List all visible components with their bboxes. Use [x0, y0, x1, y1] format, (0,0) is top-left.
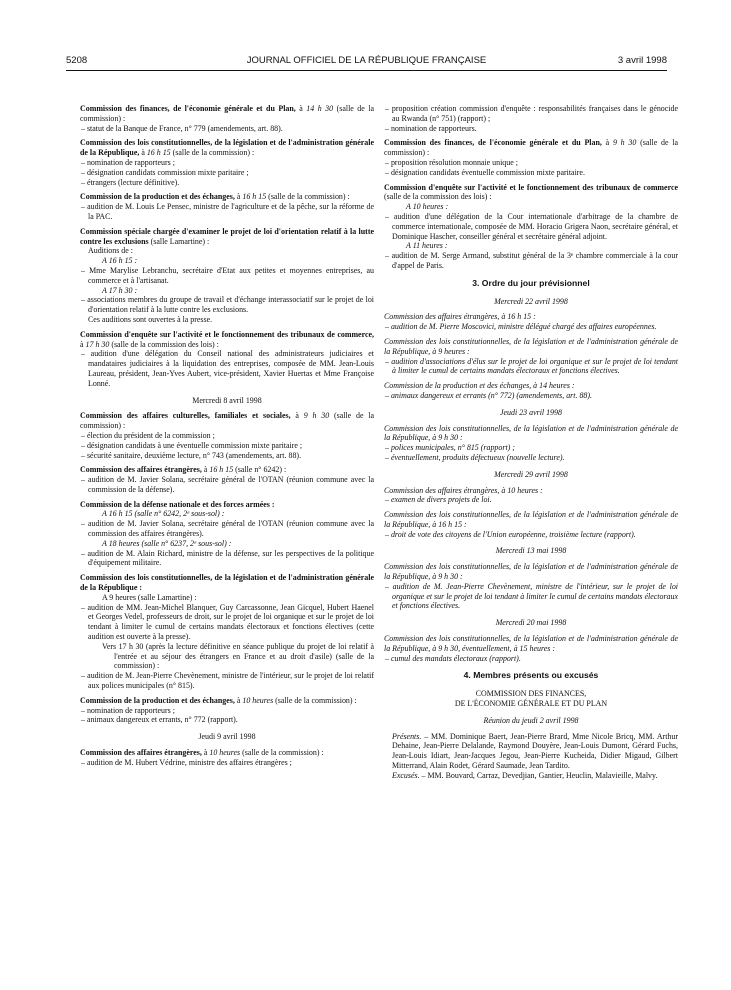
agenda-item: – associations membres du groupe de travail et d'échange interassociatif sur le projet de loi d'orientation relatif à la lutte contre les exclusions. — [80, 295, 374, 315]
committee-title: Commission d'enquête sur l'activité et le fonctionnement des tribunaux de commerce, — [80, 329, 374, 339]
meeting-time: A 9 heures (salle Lamartine) : — [102, 592, 197, 602]
meeting-time: A 18 heures (salle n° 6237, 2ᵉ sous-sol) : — [102, 538, 232, 548]
agenda-item: – audition de M. Hubert Védrine, ministre des affaires étrangères ; — [80, 758, 374, 768]
agenda-item: – droit de vote des citoyens de l'Union européenne, troisième lecture (rapport). — [384, 530, 678, 540]
meeting-room: (salle de la commission des lois) : — [384, 192, 492, 202]
agenda-item: – audition de M. Jean-Pierre Chevènement, ministre de l'intérieur, sur le projet de loi organique et sur le projet de loi tendant à limiter le cumul de certains mandats électoraux et fonctions électives. — [384, 582, 678, 611]
agenda-item: – audition de M. Alain Richard, ministre de la défense, sur les perspectives de la politique d'équipement militaire. — [80, 549, 374, 569]
committee-title: Commission de la défense nationale et des forces armées : — [80, 499, 275, 509]
meeting-room: (salle de la commission) : — [384, 138, 679, 158]
day-heading: Mercredi 29 avril 1998 — [494, 469, 568, 479]
meeting-time: 10 heures — [209, 748, 241, 758]
committee-title: Commission des affaires étrangères, — [80, 465, 202, 475]
meeting-time: A 11 heures : — [406, 241, 448, 251]
commission-name: COMMISSION DES FINANCES, — [475, 689, 587, 699]
page-number: 5208 — [66, 55, 88, 66]
meeting-time: 16 h 15 — [242, 192, 267, 202]
agenda-entry — [384, 183, 678, 271]
excuses-label: Excusés. — [392, 770, 420, 780]
committee-title: Commission des finances, de l'économie générale et du Plan, — [384, 138, 602, 148]
meeting-room: (salle de la commission des lois) : — [109, 339, 219, 349]
agenda-item: – examen de divers projets de loi. — [384, 495, 678, 505]
agenda-entry — [80, 500, 374, 569]
agenda-entry: Commission de la production et des échanges, à 16 h 15 (salle de la commission) : – audition de M. Louis Le Pensec, ministre de l'agriculture et de la pêche, sur la réforme de la PAC. — [80, 192, 374, 221]
agenda-entry — [384, 424, 678, 463]
meeting-room: (salle Lamartine) : — [148, 236, 210, 246]
present-members — [384, 732, 678, 771]
agenda-entry: Commission des affaires étrangères, à 10 heures (salle de la commission) : – audition de M. Hubert Védrine, ministre des affaires étrangères ; — [80, 748, 374, 768]
day-heading: Mercredi 13 mai 1998 — [495, 546, 567, 556]
agenda-item: – polices municipales, n° 815 (rapport) ; — [384, 443, 678, 453]
meeting-time: 16 h 15 — [146, 148, 171, 158]
meeting-time: A 17 h 30 : — [102, 285, 138, 295]
committee-title: Commission des lois constitutionnelles, de la législation et de l'administration générale de la République, — [80, 138, 374, 158]
issue-date: 3 avril 1998 — [617, 55, 667, 66]
meeting-time: A 10 heures : — [406, 202, 449, 212]
excused-members — [384, 771, 678, 781]
agenda-entry — [384, 104, 678, 133]
meeting-time: Vers 17 h 30 (après la lecture définitive en séance publique du projet de loi relatif à l'entrée et au séjour des étrangers en France et au droit d'asile) (salle de la commission) : — [102, 641, 374, 671]
auditions-label: Auditions de : — [88, 246, 133, 256]
agenda-item: – Mme Marylise Lebranchu, secrétaire d'Etat aux petites et moyennes entreprises, au commerce et à l'artisanat. — [80, 266, 374, 286]
committee-title: Commission spéciale chargée d'examiner le projet de loi d'orientation relatif à la lutte contre les exclusions — [80, 226, 374, 246]
agenda-item: – audition de M. Pierre Moscovici, ministre délégué chargé des affaires européennes. — [384, 322, 678, 332]
right-column — [384, 104, 678, 781]
committee-title: Commission de la production et des échanges, à 14 heures : — [384, 381, 575, 391]
meeting-room: (salle de la commission) : — [170, 148, 255, 158]
committee-title: Commission des lois constitutionnelles, de la législation et de l'administration générale de la République, à 9 heures : — [384, 336, 678, 356]
committee-title: Commission d'enquête sur l'activité et le fonctionnement des tribunaux de commerce — [384, 182, 678, 192]
agenda-entry: Commission des finances, de l'économie générale et du Plan, à 14 h 30 (salle de la commission) : – statut de la Banque de France, n° 779 (amendements, art. 88). — [80, 104, 374, 133]
header-rule — [66, 70, 667, 71]
committee-title: Commission de la production et des échanges, — [80, 695, 235, 705]
agenda-entry — [384, 510, 678, 539]
agenda-item: – désignation candidats à une éventuelle commission mixte paritaire ; — [80, 441, 374, 451]
agenda-entry: Commission des affaires culturelles, familiales et sociales, à 9 h 30 (salle de la commission) : – élection du président de la commission ; – désignation candidats à une éventuelle commission mixte paritaire ; – sécurité sanitaire, deuxième lecture, n° 743 (amendements, art. 88). — [80, 411, 374, 460]
agenda-item: – éventuellement, produits défectueux (nouvelle lecture). — [384, 453, 678, 463]
committee-title: Commission des lois constitutionnelles, de la législation et de l'administration générale de la République, à 9 h 30 : — [384, 562, 678, 582]
agenda-entry — [384, 634, 678, 663]
meeting-room: (salle de la commission) : — [240, 748, 324, 758]
committee-title: Commission des finances, de l'économie générale et du Plan, — [80, 104, 296, 113]
meeting-time: A 16 h 15 : — [102, 256, 138, 266]
agenda-item: – élection du président de la commission ; — [80, 431, 374, 441]
presents-label: Présents. — [392, 731, 422, 741]
agenda-entry: Commission des lois constitutionnelles, de la législation et de l'administration générale de la République, à 16 h 15 (salle de la commission) : – nomination de rapporteurs ; – désignation candidats commission mixte paritaire ; – étrangers (lecture définitive). — [80, 138, 374, 187]
section-heading: 4. Membres présents ou excusés — [463, 670, 599, 681]
committee-title: Commission des lois constitutionnelles, de la législation et de l'administration générale de la République : — [80, 573, 374, 593]
agenda-item: – audition de M. Serge Armand, substitut général de la 3ᵉ chambre commerciale à la cour d'appel de Paris. — [384, 251, 678, 271]
meeting-room: (salle de la commission) : — [266, 192, 350, 202]
agenda-item: – proposition création commission d'enquête : responsabilités françaises dans le génocide au Rwanda (n° 751) (rapport) ; — [384, 104, 678, 124]
agenda-entry — [384, 312, 678, 332]
meeting-room: (salle de la commission) : — [80, 104, 375, 123]
agenda-entry — [384, 562, 678, 611]
agenda-item: – cumul des mandats électoraux (rapport). — [384, 654, 678, 664]
agenda-item: – désignation candidats éventuelle commission mixte paritaire. — [384, 168, 678, 178]
agenda-entry — [80, 227, 374, 325]
committee-title: Commission des lois constitutionnelles, de la législation et de l'administration générale de la République, à 9 h 30 : — [384, 423, 678, 443]
meeting-time: 14 h 30 — [306, 104, 334, 113]
agenda-item: – audition d'une délégation du Conseil national des administrateurs judiciaires et mandataires judiciaires à la liquidation des entreprises, composée de MM. Jean-Louis Laureau, président, Jean-Yves Aubert, vice-président, Xavier Huertas et Mme Françoise Lonné. — [80, 349, 374, 388]
agenda-item: – audition d'associations d'élus sur le projet de loi organique et sur le projet de loi tendant à limiter le cumul de certains mandats électoraux et fonctions électives. — [384, 357, 678, 377]
meeting-time: A 16 h 15 (salle n° 6242, 2ᵉ sous-sol) : — [102, 509, 225, 519]
day-heading: Mercredi 8 avril 1998 — [192, 395, 262, 405]
agenda-item: – audition de M. Javier Solana, secrétaire général de l'OTAN (réunion commune avec la commission de la défense). — [80, 475, 374, 495]
meeting-room: (salle de la commission) : — [80, 411, 374, 431]
committee-title: Commission de la production et des échanges, — [80, 192, 235, 202]
committee-title: Commission des affaires étrangères, à 10 heures : — [384, 485, 543, 495]
agenda-item: – audition d'une délégation de la Cour internationale d'arbitrage de la chambre de commerce internationale, composée de MM. Horacio Grigera Naon, secrétaire général, et Dominique Hascher, conseiller général et secrétaire général adjoint. — [384, 212, 678, 241]
day-heading: Mercredi 22 avril 1998 — [494, 296, 568, 306]
meeting-heading: Réunion du jeudi 2 avril 1998 — [483, 715, 579, 725]
agenda-item: – audition de M. Louis Le Pensec, ministre de l'agriculture et de la pêche, sur la réforme de la PAC. — [80, 202, 374, 222]
committee-title: Commission des affaires culturelles, familiales et sociales, — [80, 411, 291, 421]
agenda-entry: Commission des finances, de l'économie générale et du Plan, à 9 h 30 (salle de la commission) : – proposition résolution monnaie unique ; – désignation candidats éventuelle commission mixte paritaire. — [384, 138, 678, 177]
excuses-list: – MM. Bouvard, Carraz, Devedjian, Gantier, Heuclin, Malavieille, Malvy. — [419, 770, 658, 780]
meeting-time: 10 heures — [242, 695, 274, 705]
agenda-item: – audition de MM. Jean-Michel Blanquer, Guy Carcassonne, Jean Gicquel, Hubert Haenel et Georges Vedel, professeurs de droit, sur le projet de loi organique et sur le projet de loi tendant à limiter le cumul de certains mandats électoraux et fonctions électives (cette audition est ouverte à la presse). — [80, 603, 374, 642]
day-heading: Jeudi 9 avril 1998 — [198, 732, 256, 742]
agenda-entry — [384, 381, 678, 401]
day-heading: Mercredi 20 mai 1998 — [495, 618, 567, 628]
committee-title: Commission des lois constitutionnelles, de la législation et de l'administration générale de la République, à 16 h 15 : — [384, 510, 678, 529]
agenda-entry — [384, 337, 678, 376]
journal-title: JOURNAL OFFICIEL DE LA RÉPUBLIQUE FRANÇAISE — [246, 55, 487, 66]
meeting-room: (salle n° 6242) : — [233, 465, 287, 475]
agenda-item: – sécurité sanitaire, deuxième lecture, n° 743 (amendements, art. 88). — [80, 451, 374, 461]
agenda-item: – animaux dangereux et errants, n° 772 (rapport). — [80, 715, 374, 725]
left-column — [80, 104, 374, 773]
presents-list: – MM. Dominique Baert, Jean-Pierre Brard, Mme Nicole Bricq, MM. Arthur Dehaine, Jean-Pierre Delalande, Raymond Douyère, Jean-Louis Dumont, Gérard Fuchs, Jean-Louis Idiart, Jean-Jacques Jegou, Jean-Pierre Kucheida, Didier Migaud, Gilbert Mitterrand, Alain Rodet, Gérard Saumade, Jean Tardito. — [392, 731, 678, 771]
agenda-item: – désignation candidats commission mixte paritaire ; — [80, 168, 374, 178]
agenda-entry — [80, 573, 374, 691]
agenda-item: – animaux dangereux et errants (n° 772) (amendements, art. 88). — [384, 391, 678, 401]
committee-title: Commission des affaires étrangères, — [80, 748, 202, 758]
meeting-time: 16 h 15 — [209, 465, 234, 475]
meeting-time: 17 h 30 — [85, 339, 110, 349]
agenda-entry: Commission des affaires étrangères, à 16 h 15 (salle n° 6242) : – audition de M. Javier Solana, secrétaire général de l'OTAN (réunion commune avec la commission de la défense). — [80, 465, 374, 494]
commission-name: DE L'ÉCONOMIE GÉNÉRALE ET DU PLAN — [454, 699, 608, 709]
agenda-entry: Commission de la production et des échanges, à 10 heures (salle de la commission) : – nomination de rapporteurs ; – animaux dangereux et errants, n° 772 (rapport). — [80, 696, 374, 725]
agenda-item: – nomination de rapporteurs. — [384, 124, 678, 134]
agenda-item: – étrangers (lecture définitive). — [80, 178, 374, 188]
agenda-item: – nomination de rapporteurs ; — [80, 158, 374, 168]
press-note: Ces auditions sont ouvertes à la presse. — [88, 314, 213, 324]
meeting-room: (salle de la commission) : — [273, 695, 357, 705]
meeting-time: 9 h 30 — [612, 138, 637, 148]
meeting-time: 9 h 30 — [303, 411, 330, 421]
page-header — [66, 55, 667, 69]
committee-title: Commission des lois constitutionnelles, de la législation et de l'administration générale de la République, à 9 h 30, éventuellement, à 15 heures : — [384, 634, 678, 653]
agenda-item: – audition de M. Jean-Pierre Chevènement, ministre de l'intérieur, sur le projet de loi relatif aux polices municipales (n° 815). — [80, 671, 374, 691]
agenda-item: – proposition résolution monnaie unique ; — [384, 158, 678, 168]
section-heading: 3. Ordre du jour prévisionnel — [472, 277, 590, 288]
day-heading: Jeudi 23 avril 1998 — [500, 407, 562, 417]
agenda-item: – audition de M. Javier Solana, secrétaire général de l'OTAN (réunion commune avec la commission des affaires étrangères). — [80, 519, 374, 539]
agenda-entry: Commission d'enquête sur l'activité et le fonctionnement des tribunaux de commerce, à 17 h 30 (salle de la commission des lois) : – audition d'une délégation du Conseil national des administrateurs judiciaires et mandataires judiciaires à la liquidation des entreprises, composée de MM. Jean-Louis Laureau, président, Jean-Yves Aubert, vice-président, Xavier Huertas et Mme Françoise Lonné. — [80, 330, 374, 389]
agenda-item: – statut de la Banque de France, n° 779 (amendements, art. 88). — [80, 124, 374, 134]
agenda-entry — [384, 486, 678, 506]
agenda-item: – nomination de rapporteurs ; — [80, 706, 374, 716]
committee-title: Commission des affaires étrangères, à 16 h 15 : — [384, 312, 536, 322]
